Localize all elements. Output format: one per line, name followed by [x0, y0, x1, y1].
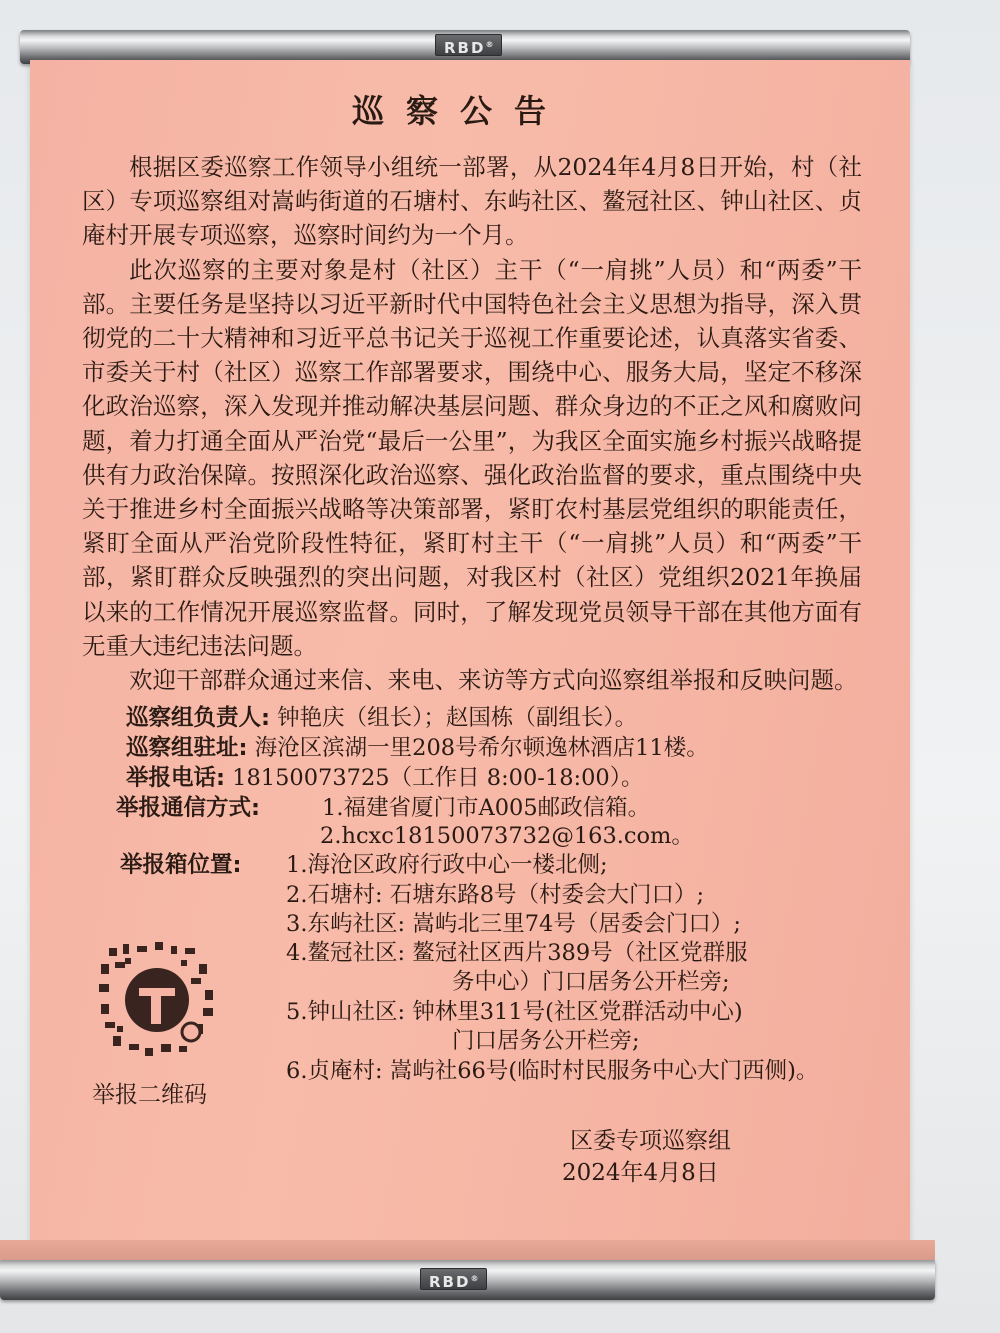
brand-logo: RBD®: [435, 34, 502, 56]
paragraph-1: 根据区委巡察工作领导小组统一部署，从2024年4月8日开始，村（社区）专项巡察组对嵩屿街道的石塘村、东屿社区、鳌冠社区、钟山社区、贞庵村开展专项巡察，巡察时间约为一个月。: [82, 153, 862, 250]
mail-label: 举报通信方式:: [116, 795, 260, 821]
phone-label: 举报电话:: [126, 765, 225, 791]
notice-title: 巡察公告: [351, 92, 568, 130]
phone-row: [126, 760, 644, 792]
signature: 区委专项巡察组: [570, 1128, 731, 1154]
report-qr-code: [95, 938, 219, 1062]
box-item-4-cont: 务中心）门口居务公开栏旁;: [452, 969, 730, 995]
box-item-2: 2.石塘村: 石塘东路8号（村委会大门口）;: [286, 882, 705, 908]
paragraph-2: 此次巡察的主要对象是村（社区）主干（“一肩挑”人员）和“两委”干部。主要任务是坚持以习近平新时代中国特色社会主义思想为指导，深入贯彻党的二十大精神和习近平总书记关于巡视工作重要论述，认真落实省委、市委关于村（社区）巡察工作部署要求，围绕中心、服务大局，坚定不移深化政治巡察，深入发现并推动解决基层问题、群众身边的不正之风和腐败问题，着力打通全面从严治党“最后一公里”，为我区全面实施乡村振兴战略提供有力政治保障。按照深化政治巡察、强化政治监督的要求，重点围绕中央关于推进乡村全面振兴战略等决策部署，紧盯农村基层党组织的职能责任，紧盯全面从严治党阶段性特征，紧盯村主干（“一肩挑”人员）和“两委”干部，紧盯群众反映强烈的突出问题，对我区村（社区）党组织2021年换届以来的工作情况开展巡察监督。同时，了解发现党员领导干部在其他方面有无重大违纪违法问题。: [82, 255, 862, 660]
address-row: [126, 730, 709, 762]
qr-label: 举报二维码: [92, 1082, 207, 1108]
leader-value: 钟艳庆（组长）；赵国栋（副组长）。: [277, 705, 638, 731]
box-item-1: 1.海沧区政府行政中心一楼北侧;: [286, 852, 608, 878]
box-item-4: 4.鳌冠社区: 鳌冠社区西片389号（社区党群服: [286, 940, 748, 966]
box-label: 举报箱位置:: [120, 852, 242, 878]
address-value: 海沧区滨湖一里208号希尔顿逸林酒店11楼。: [254, 735, 709, 761]
box-item-5-cont: 门口居务公开栏旁;: [452, 1028, 640, 1054]
top-scroll-rod: [20, 30, 910, 64]
address-label: 巡察组驻址:: [126, 735, 248, 761]
phone-value: 18150073725（工作日 8:00-18:00）。: [232, 765, 644, 791]
notice-body: [82, 150, 862, 697]
issue-date: 2024年4月8日: [562, 1160, 719, 1186]
leader-label: 巡察组负责人:: [126, 705, 270, 731]
qr-corner-icon: [182, 1023, 200, 1041]
brand-logo-bottom: RBD®: [420, 1268, 487, 1290]
box-item-3: 3.东屿社区: 嵩屿北三里74号（居委会门口）;: [286, 911, 741, 937]
mail-item-1: 1.福建省厦门市A005邮政信箱。: [322, 795, 651, 821]
leader-row: [126, 700, 637, 732]
box-item-6: 6.贞庵村: 嵩屿社66号(临时村民服务中心大门西侧)。: [286, 1058, 819, 1084]
box-item-5: 5.钟山社区: 钟林里311号(社区党群活动中心): [286, 999, 743, 1025]
mail-item-2: 2.hcxc18150073732@163.com。: [320, 823, 694, 849]
paragraph-3: 欢迎干部群众通过来信、来电、来访等方式向巡察组举报和反映问题。: [129, 666, 858, 695]
bottom-scroll-rod: [0, 1258, 935, 1300]
